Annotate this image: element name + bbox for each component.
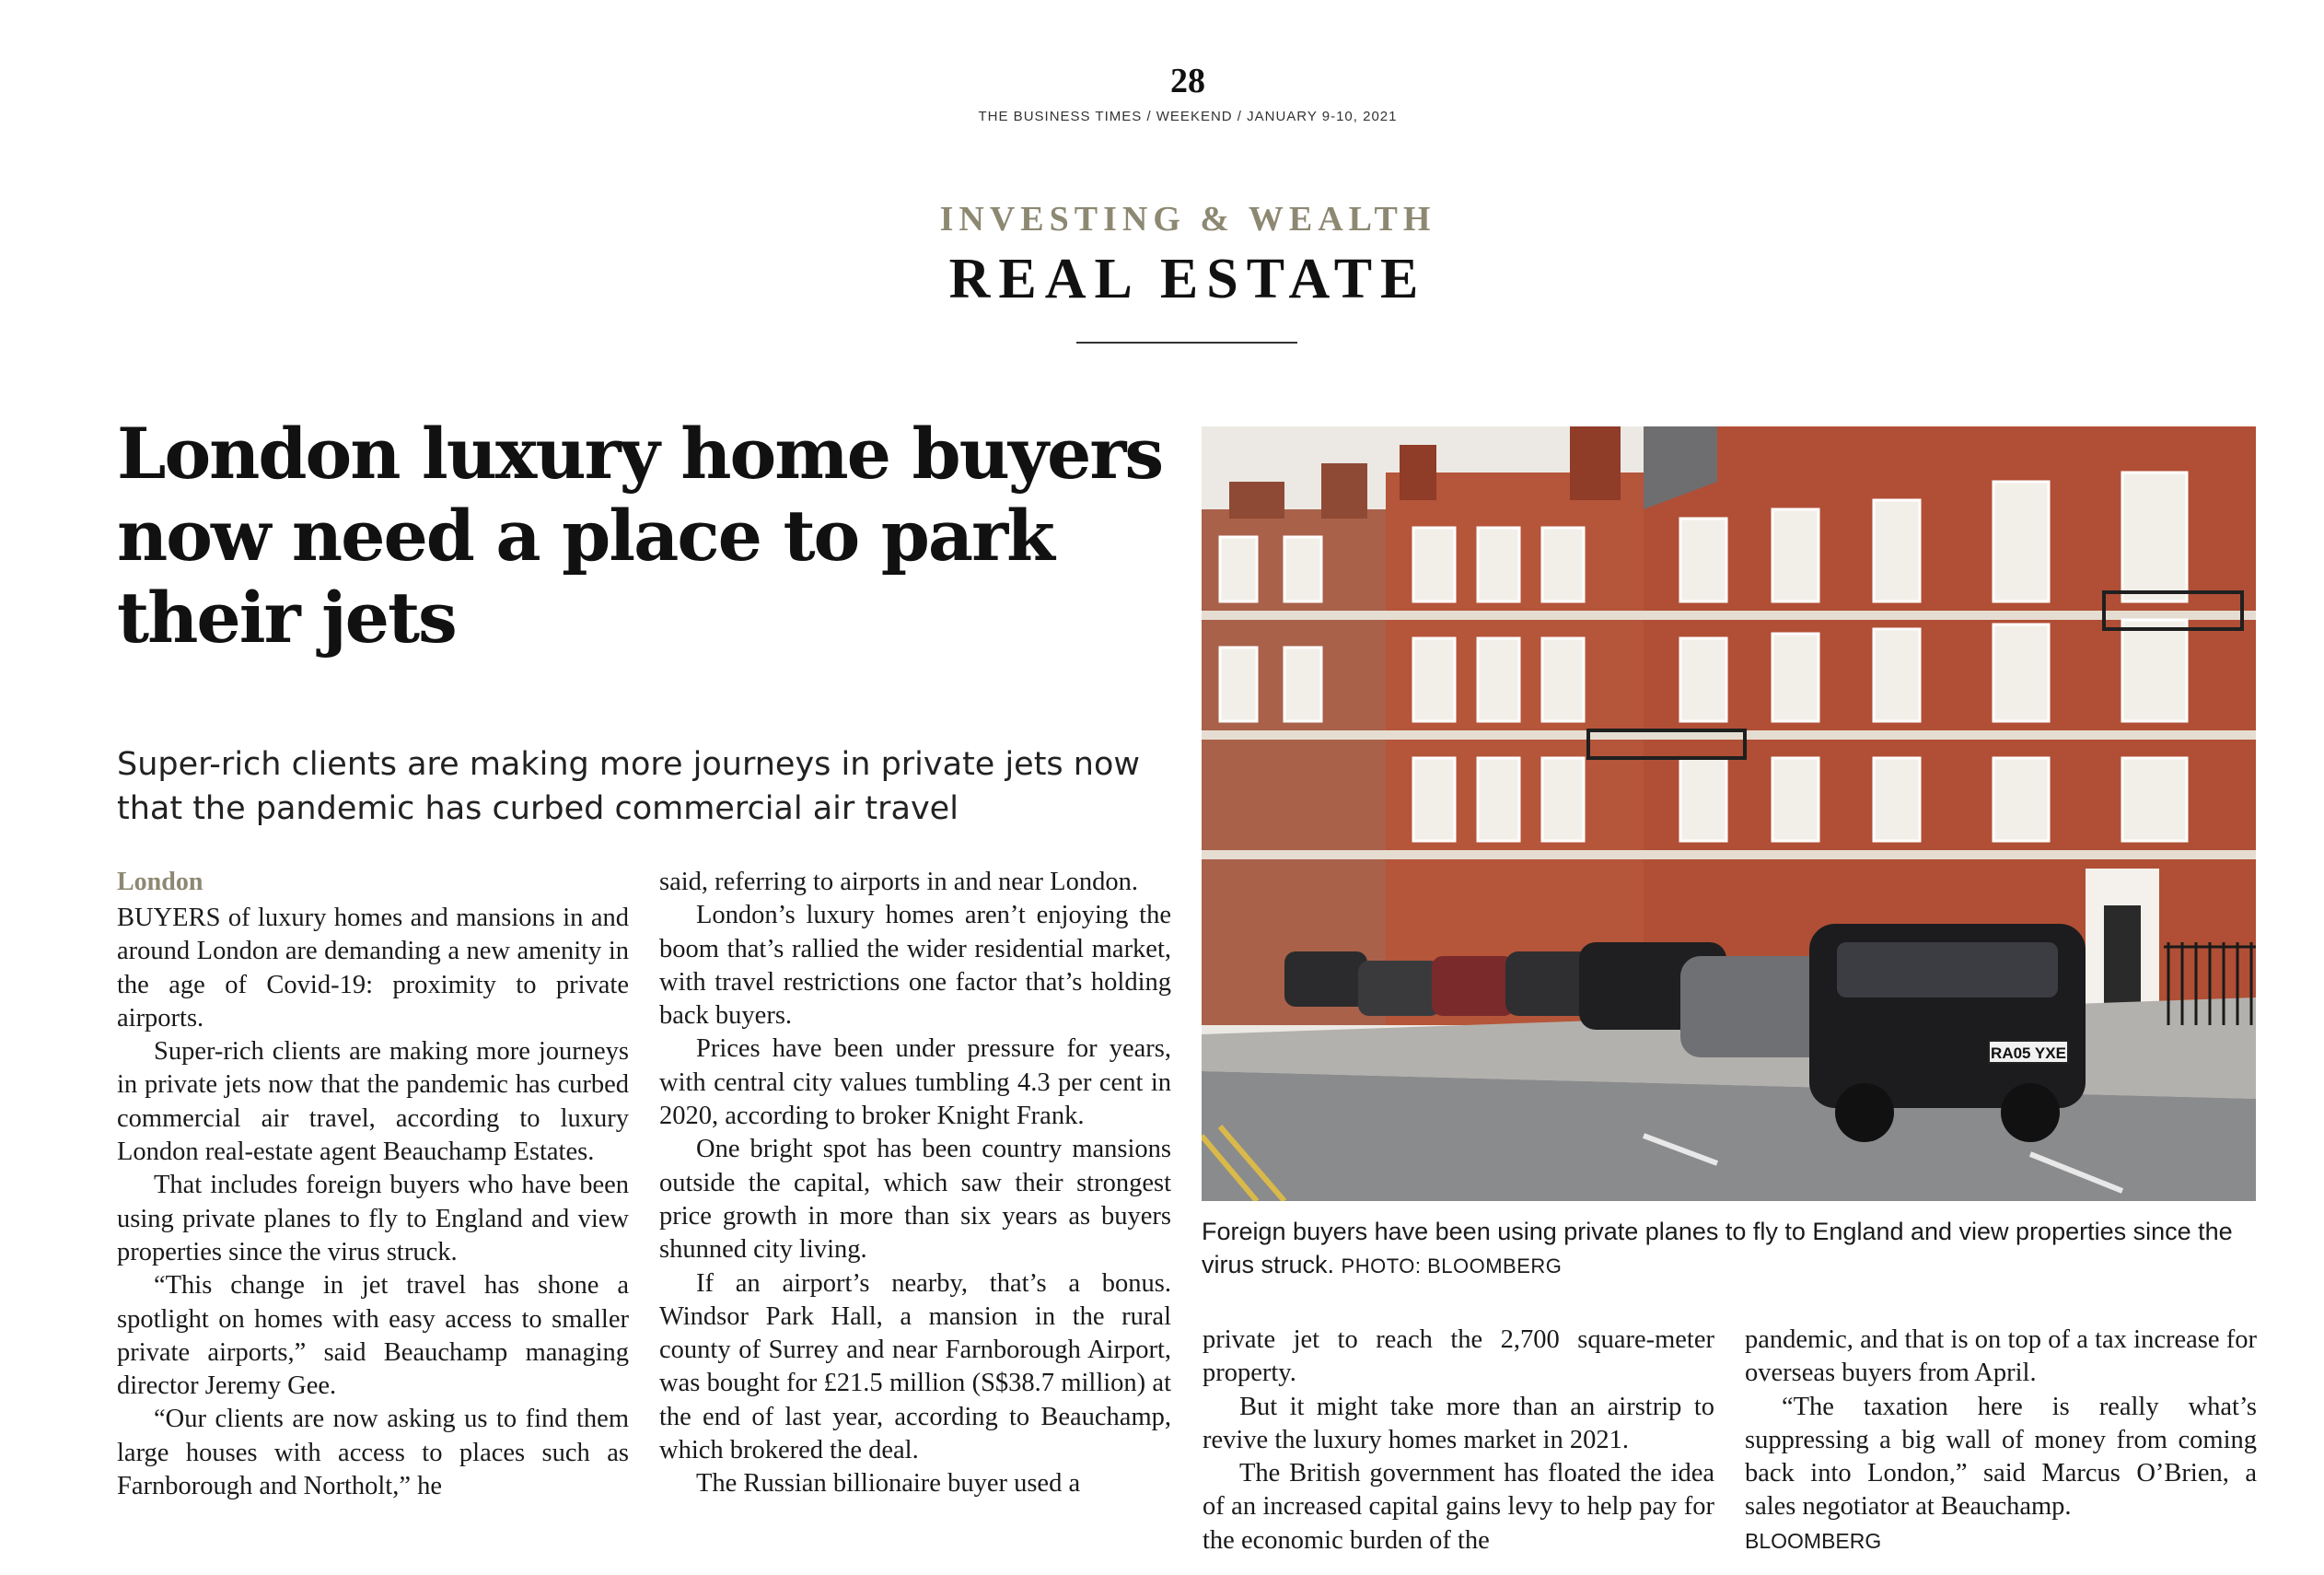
caption-text: Foreign buyers have been using private planes to fly to England and view properties since the virus struck. [1202, 1218, 2233, 1278]
stone-band [1202, 611, 2256, 620]
window [1413, 758, 1455, 841]
window [2122, 758, 2187, 841]
dateline: London [117, 868, 203, 896]
car [1284, 951, 1367, 1007]
window [1993, 482, 2049, 601]
paragraph: London’s luxury homes aren’t enjoying the boom that’s rallied the wider residential market, with travel restrictions one factor that’s holding back buyers. [659, 901, 1171, 1031]
window [1284, 648, 1321, 721]
window [1413, 638, 1455, 721]
paragraph: “The taxation here is really what’s suppressing a big wall of money from coming back into London,” said Marcus O’Brien, a sales negotiator at Beauchamp. [1745, 1392, 2257, 1522]
window [1542, 758, 1584, 841]
section-kicker: INVESTING & WEALTH [939, 200, 1436, 239]
paragraph: “This change in jet travel has shone a spotlight on homes with easy access to smaller private airports,” said Beauchamp managing director Jeremy Gee. [117, 1271, 629, 1401]
street-townhouses-illustration [1202, 426, 2256, 1201]
window [1772, 634, 1819, 721]
window [1680, 638, 1726, 721]
window [1220, 537, 1257, 601]
car-windscreen [1837, 942, 2058, 998]
chimney [1229, 482, 1284, 519]
window [1993, 624, 2049, 721]
car [1432, 956, 1515, 1016]
article-column-4 [1745, 1324, 2257, 1558]
paragraph: The Russian billionaire buyer used a [696, 1469, 1081, 1499]
paragraph: Super-rich clients are making more journeys in private jets now that the pandemic has curbed commercial air travel, according to luxury London real-estate agent Beauchamp Estates. [117, 1037, 629, 1167]
photo-caption [1202, 1215, 2260, 1283]
chimney [1321, 463, 1367, 519]
paragraph: Prices have been under pressure for years, with central city values tumbling 4.3 per cent in 2020, according to broker Knight Frank. [659, 1034, 1171, 1131]
window [1542, 528, 1584, 601]
paragraph: But it might take more than an airstrip to revive the luxury homes market in 2021. [1203, 1392, 1714, 1454]
paragraph: That includes foreign buyers who have been using private planes to fly to England and view properties since the virus struck. [117, 1171, 629, 1266]
byline-credit [1745, 1524, 2257, 1558]
section-divider [1076, 342, 1297, 344]
window [1680, 519, 1726, 601]
chimney [1570, 426, 1621, 500]
photo-credit: PHOTO: BLOOMBERG [1341, 1254, 1563, 1278]
window [2122, 472, 2187, 601]
window [1874, 629, 1920, 721]
paragraph: One bright spot has been country mansions outside the capital, which saw their strongest price growth in more than six years as buyers shunned city living. [659, 1135, 1171, 1265]
article-photo [1202, 426, 2256, 1201]
paragraph: BUYERS of luxury homes and mansions in and around London are demanding a new amenity in the age of Covid-19: proximity to private airports. [117, 904, 629, 1032]
byline-credit-text: BLOOMBERG [1745, 1528, 1882, 1553]
section-title: REAL ESTATE [948, 248, 1427, 310]
window [1542, 638, 1584, 721]
window [1772, 509, 1819, 601]
window [1284, 537, 1321, 601]
window [1993, 758, 2049, 841]
chimney [1400, 445, 1436, 500]
window [1220, 648, 1257, 721]
window [1413, 528, 1455, 601]
article-column-1 [117, 866, 629, 1503]
window [1478, 528, 1519, 601]
paragraph: pandemic, and that is on top of a tax increase for overseas buyers from April. [1745, 1325, 2257, 1388]
window [2122, 620, 2187, 721]
licence-plate-text: RA05 YXE [1991, 1044, 2066, 1062]
window [1772, 758, 1819, 841]
paragraph: said, referring to airports in and near London. [659, 868, 1138, 896]
paragraph: private jet to reach the 2,700 square-meter property. [1203, 1325, 1714, 1388]
window [1478, 638, 1519, 721]
wheel [1835, 1083, 1894, 1142]
window [1874, 500, 1920, 601]
paragraph: The British government has floated the idea of an increased capital gains levy to help pay for the economic burden of the [1203, 1459, 1714, 1555]
masthead: THE BUSINESS TIMES / WEEKEND / JANUARY 9-10, 2021 [978, 109, 1398, 124]
car [1358, 961, 1441, 1016]
article-column-3 [1203, 1324, 1714, 1558]
window [1680, 758, 1726, 841]
page-number: 28 [1170, 62, 1205, 100]
article-column-2 [659, 866, 1171, 1501]
wheel [2001, 1083, 2060, 1142]
article-headline: London luxury home buyers now need a place to park their jets [117, 413, 1163, 659]
article-deck: Super-rich clients are making more journeys in private jets now that the pandemic has curbed commercial air travel [117, 746, 1141, 827]
window [1478, 758, 1519, 841]
paragraph: “Our clients are now asking us to find them large houses with access to places such as Farnborough and Northolt,” he [117, 1405, 629, 1501]
paragraph: If an airport’s nearby, that’s a bonus. Windsor Park Hall, a mansion in the rural county of Surrey and near Farnborough Airport, was bought for £21.5 million (S$38.7 million) at the end of last year, according to Beauchamp, which brokered the deal. [659, 1268, 1171, 1465]
window [1874, 758, 1920, 841]
stone-band [1202, 850, 2256, 859]
